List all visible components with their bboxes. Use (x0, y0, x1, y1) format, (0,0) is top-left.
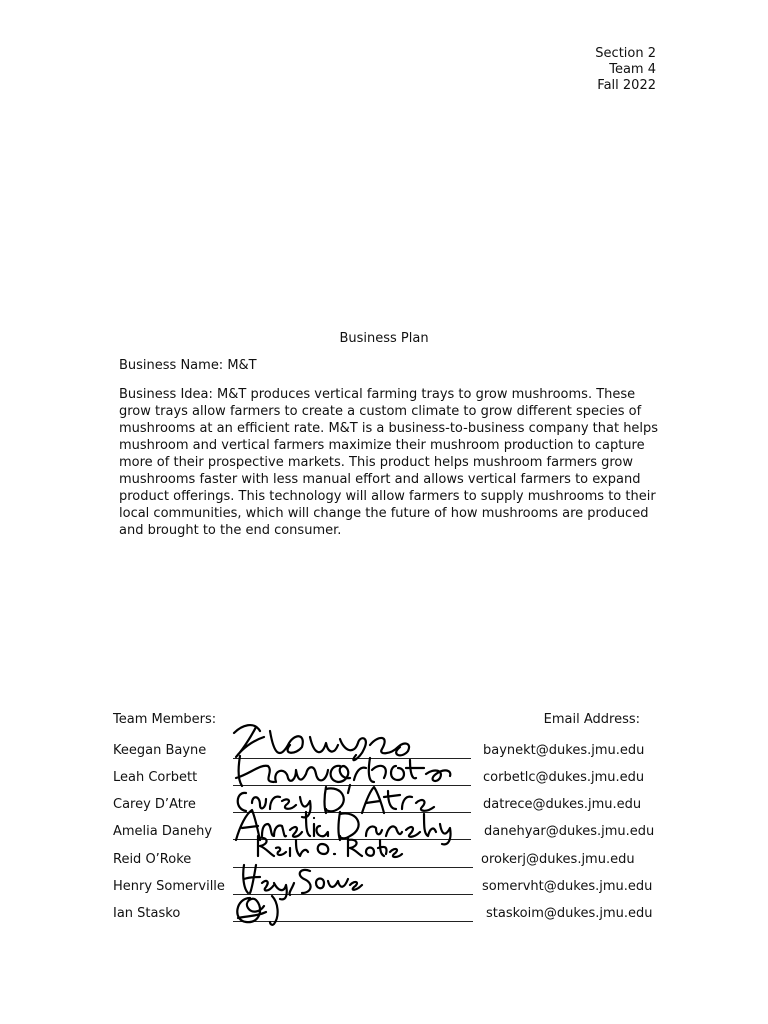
team-label: Team 4 (609, 62, 656, 77)
member-email: somervht@dukes.jmu.edu (482, 879, 653, 894)
business-idea-line: mushroom and vertical farmers maximize their mushroom production to capture (119, 438, 645, 453)
email-address-heading: Email Address: (543, 712, 640, 727)
signature-image (230, 888, 470, 930)
business-idea-line: grow trays allow farmers to create a custom climate to grow different species of (119, 404, 642, 419)
term-label: Fall 2022 (597, 78, 656, 93)
business-name: Business Name: M&T (119, 358, 257, 373)
member-name: Keegan Bayne (113, 743, 207, 758)
business-idea-line: local communities, which will change the future of how mushrooms are produced (119, 506, 649, 521)
business-idea-line: and brought to the end consumer. (119, 523, 342, 538)
business-idea-line: more of their prospective markets. This product helps mushroom farmers grow (119, 455, 634, 470)
member-email: staskoim@dukes.jmu.edu (486, 906, 653, 921)
business-idea-line: Business Idea: M&T produces vertical farming trays to grow mushrooms. These (119, 387, 636, 402)
member-name: Amelia Danehy (113, 824, 213, 839)
business-idea-line: mushrooms at an efficient rate. M&T is a business-to-business company that helps (119, 421, 659, 436)
member-name: Leah Corbett (113, 770, 198, 785)
member-email: datrece@dukes.jmu.edu (483, 797, 642, 812)
business-idea-paragraph (119, 386, 659, 539)
member-name: Henry Somerville (113, 879, 225, 894)
header-block (595, 46, 656, 94)
member-email: danehyar@dukes.jmu.edu (484, 824, 655, 839)
member-email: baynekt@dukes.jmu.edu (483, 743, 645, 758)
business-idea-line: mushrooms faster with less manual effort and allows vertical farmers to expand (119, 472, 641, 487)
document-title: Business Plan (339, 331, 429, 346)
member-email: orokerj@dukes.jmu.edu (481, 852, 635, 867)
business-idea-line: product offerings. This technology will allow farmers to supply mushrooms to their (119, 489, 656, 504)
member-name: Carey D’Atre (113, 797, 196, 812)
member-email: corbetlc@dukes.jmu.edu (483, 770, 645, 785)
team-member-row (0, 902, 768, 929)
team-members-heading: Team Members: (113, 712, 217, 727)
member-name: Ian Stasko (113, 906, 181, 921)
section-label: Section 2 (595, 46, 656, 61)
member-name: Reid O’Roke (113, 852, 192, 867)
